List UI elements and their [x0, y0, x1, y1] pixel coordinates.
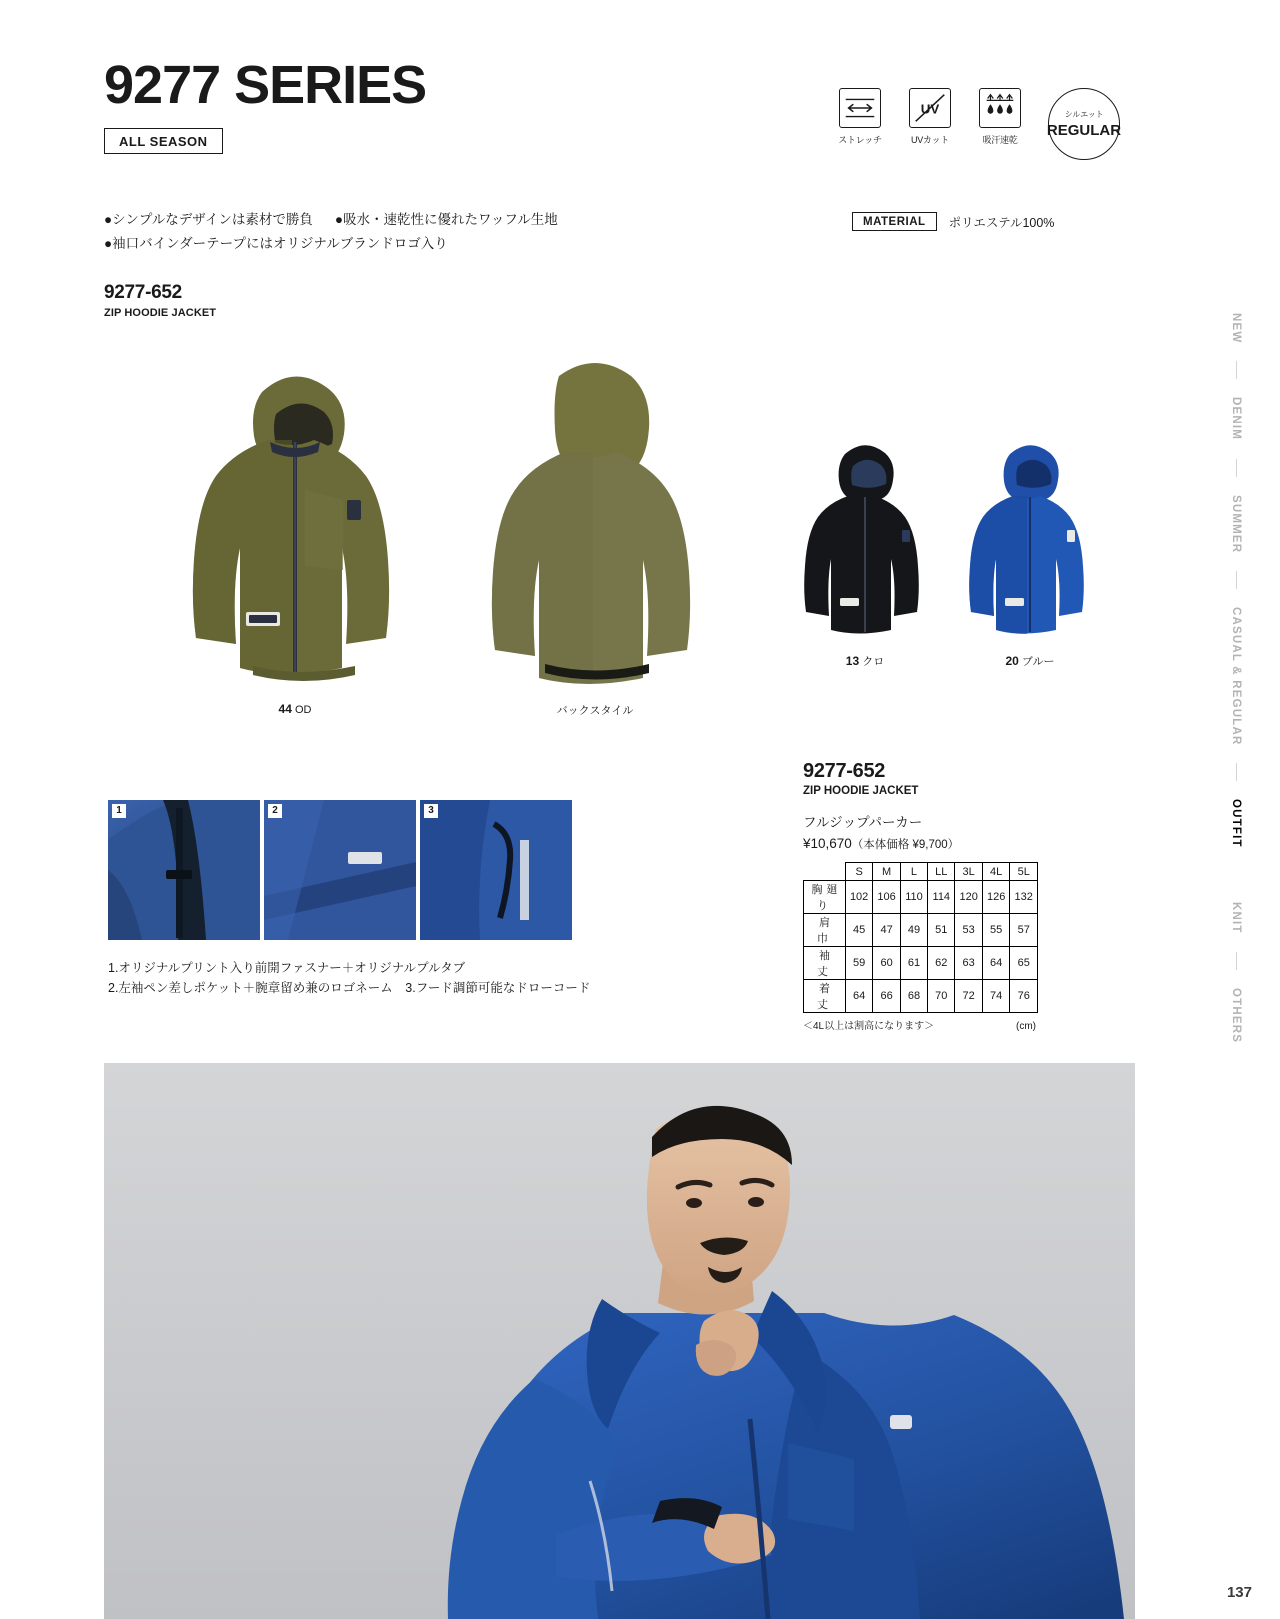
material-row [852, 212, 1054, 231]
chest-m: 106 [873, 881, 900, 914]
sidebar-item-knit[interactable]: KNIT [1230, 902, 1242, 934]
material-value: ポリエステル100% [948, 215, 1055, 230]
length-4l: 74 [982, 980, 1009, 1013]
sleeve-4l: 64 [982, 947, 1009, 980]
size-col-ll: LL [928, 863, 955, 881]
sleeve-l: 61 [900, 947, 927, 980]
caption-blue-color: ブルー [1021, 656, 1055, 668]
side-tab-nav[interactable] [1222, 295, 1250, 1061]
sidebar-item-summer[interactable]: SUMMER [1230, 494, 1242, 553]
sidebar-item-denim[interactable]: DENIM [1230, 397, 1242, 441]
sleeve-ll: 62 [928, 947, 955, 980]
chest-5l: 132 [1010, 881, 1038, 914]
season-badge: ALL SEASON [104, 128, 223, 154]
caption-back-style: バックスタイル [556, 705, 634, 717]
detail-photo-row [108, 800, 572, 940]
detail-note-2: 2.左袖ペン差しポケット＋腕章留め兼のロゴネーム 3.フード調節可能なドローコード [108, 981, 591, 995]
detail-notes [108, 958, 590, 998]
page-header [104, 55, 427, 154]
sleeve-s: 59 [845, 947, 872, 980]
chest-s: 102 [845, 881, 872, 914]
silhouette-badge [1048, 88, 1120, 160]
spec-price-sub: （本体価格 ¥9,700） [851, 839, 960, 851]
spec-product-name: フルジップパーカー [803, 815, 923, 830]
spec-product-code: 9277-652 [803, 760, 886, 782]
product-code: 9277-652 [104, 282, 182, 303]
size-row-label-shoulder: 肩 巾 [804, 914, 846, 947]
detail-note-1: 1.オリジナルプリント入り前開ファスナー＋オリジナルプルタブ [108, 961, 466, 975]
sidebar-item-others[interactable]: OTHERS [1230, 987, 1242, 1043]
length-ll: 70 [928, 980, 955, 1013]
sidebar-item-new[interactable]: NEW [1230, 313, 1242, 344]
detail-photo-3 [420, 800, 572, 940]
detail-photo-2-number: 2 [268, 804, 282, 818]
caption-black-num: 13 [845, 654, 860, 668]
page-number: 137 [1226, 1584, 1252, 1601]
tab-divider [1236, 763, 1237, 781]
caption-front-od [150, 702, 440, 716]
svg-text:UV: UV [920, 101, 940, 117]
length-m: 66 [873, 980, 900, 1013]
tab-divider [1236, 459, 1237, 477]
size-row-label-sleeve: 袖 丈 [804, 947, 846, 980]
product-heading [104, 282, 216, 319]
stretch-icon [839, 88, 881, 128]
size-col-4l: 4L [982, 863, 1009, 881]
caption-blue-num: 20 [1005, 654, 1019, 668]
length-5l: 76 [1010, 980, 1038, 1013]
sleeve-m: 60 [873, 947, 900, 980]
shoulder-ll: 51 [928, 914, 955, 947]
tab-divider [1236, 952, 1237, 970]
hero-photo [104, 1063, 1135, 1619]
tab-divider [1236, 361, 1237, 379]
sidebar-item-outfit[interactable]: OUTFIT [1230, 799, 1242, 849]
size-table-header-row [804, 863, 1038, 881]
shoulder-5l: 57 [1010, 914, 1038, 947]
caption-front-color: OD [294, 704, 312, 716]
garment-blue [955, 430, 1105, 640]
length-l: 68 [900, 980, 927, 1013]
spec-price: ¥10,670 [803, 836, 852, 851]
size-col-3l: 3L [955, 863, 982, 881]
chest-l: 110 [900, 881, 927, 914]
stretch-icon-caption: ストレッチ [838, 135, 882, 145]
caption-black [790, 653, 940, 669]
uv-cut-icon-caption: UVカット [911, 135, 949, 145]
tab-divider [1236, 866, 1237, 884]
size-note: ＜4L以上は割高になります＞ [803, 1021, 935, 1032]
sidebar-item-casual-regular[interactable]: CASUAL & REGULAR [1230, 606, 1242, 746]
size-col-m: M [873, 863, 900, 881]
bullet-3: ●袖口バインダーテープにはオリジナルブランドロゴ入り [104, 235, 448, 251]
size-table-corner [804, 863, 846, 881]
caption-black-color: クロ [862, 656, 885, 668]
detail-photo-1 [108, 800, 260, 940]
spec-panel [803, 760, 1038, 1032]
garment-back-style [455, 330, 735, 690]
feature-icon-row [832, 88, 1120, 160]
feature-icon-uv [902, 88, 958, 146]
length-s: 64 [845, 980, 872, 1013]
size-row-label-chest: 胸廻り [804, 881, 846, 914]
chest-ll: 114 [928, 881, 955, 914]
table-row [804, 980, 1038, 1013]
size-unit: (cm) [1016, 1021, 1036, 1032]
silhouette-label: シルエット [1064, 110, 1104, 119]
garment-black [790, 430, 940, 640]
feature-icon-stretch [832, 88, 888, 146]
shoulder-4l: 55 [982, 914, 1009, 947]
shoulder-s: 45 [845, 914, 872, 947]
material-label: MATERIAL [852, 212, 937, 231]
quick-dry-icon-caption: 吸汗速乾 [982, 135, 1018, 145]
garment-front-od [150, 330, 440, 690]
feature-icon-quickdry [972, 88, 1028, 146]
length-3l: 72 [955, 980, 982, 1013]
table-row [804, 947, 1038, 980]
feature-bullets [104, 208, 558, 255]
product-subtitle: ZIP HOODIE JACKET [104, 307, 217, 319]
detail-photo-1-number: 1 [112, 804, 126, 818]
size-col-5l: 5L [1010, 863, 1038, 881]
size-col-l: L [900, 863, 927, 881]
bullet-1: ●シンプルなデザインは素材で勝負 [104, 212, 313, 227]
table-row [804, 914, 1038, 947]
tab-divider [1236, 571, 1237, 589]
shoulder-3l: 53 [955, 914, 982, 947]
size-col-s: S [845, 863, 872, 881]
detail-photo-3-number: 3 [424, 804, 438, 818]
table-row [804, 881, 1038, 914]
spec-product-subtitle: ZIP HOODIE JACKET [803, 785, 919, 797]
size-table [803, 862, 1038, 1013]
silhouette-value: REGULAR [1046, 122, 1122, 139]
shoulder-l: 49 [900, 914, 927, 947]
chest-4l: 126 [982, 881, 1009, 914]
quick-dry-icon [979, 88, 1021, 128]
sleeve-5l: 65 [1010, 947, 1038, 980]
caption-front-num: 44 [278, 702, 292, 716]
uv-cut-icon [909, 88, 951, 128]
bullet-2: ●吸水・速乾性に優れたワッフル生地 [334, 212, 558, 227]
sleeve-3l: 63 [955, 947, 982, 980]
chest-3l: 120 [955, 881, 982, 914]
caption-blue [955, 653, 1105, 669]
page-title: 9277 SERIES [104, 55, 427, 115]
detail-photo-2 [264, 800, 416, 940]
size-row-label-length: 着 丈 [804, 980, 846, 1013]
shoulder-m: 47 [873, 914, 900, 947]
